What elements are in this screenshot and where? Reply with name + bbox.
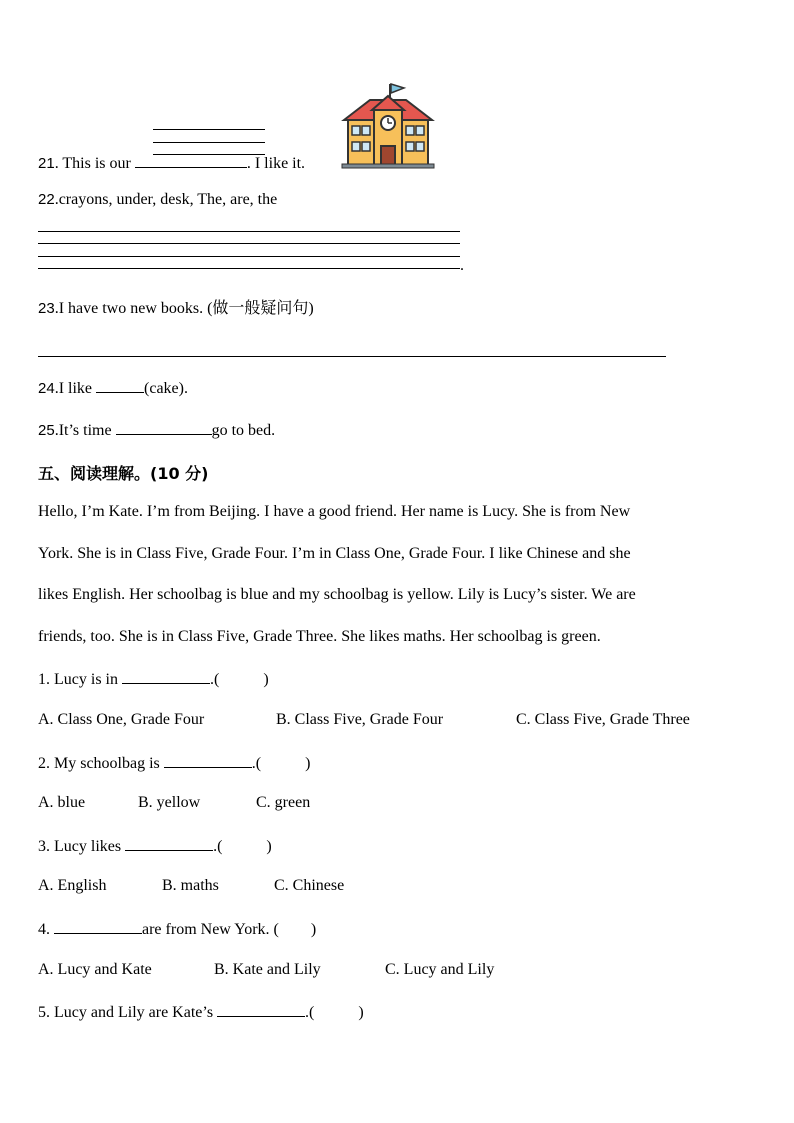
answer-blank[interactable]: [54, 919, 142, 934]
q2-option-b[interactable]: B. yellow: [138, 794, 201, 811]
q24-text-after: (cake).: [144, 380, 188, 397]
q1-option-c[interactable]: C. Class Five, Grade Three: [516, 711, 690, 728]
question-text-after: are from New York. (: [142, 921, 279, 938]
q21-blank[interactable]: [135, 153, 247, 168]
answer-blank[interactable]: [125, 836, 213, 851]
q25-blank[interactable]: [116, 420, 212, 435]
q4-option-a[interactable]: A. Lucy and Kate: [38, 961, 152, 978]
q1-option-b[interactable]: B. Class Five, Grade Four: [276, 711, 444, 728]
paren-close: ): [305, 755, 311, 772]
paren-close: ): [263, 671, 269, 688]
q25-text-before: .It’s time: [54, 422, 112, 439]
q2-option-a[interactable]: A. blue: [38, 794, 86, 811]
answer-blank[interactable]: [164, 753, 252, 768]
question-22: [38, 191, 277, 209]
passage-line-2: York. She is in Class Five, Grade Four. I’m in Class One, Grade Four. I like Chinese and she: [38, 545, 631, 562]
paren-close: ): [358, 1004, 364, 1021]
q23-answer-line[interactable]: [38, 356, 666, 357]
passage-line-3: likes English. Her schoolbag is blue and my schoolbag is yellow. Lily is Lucy’s sister. We are: [38, 586, 636, 603]
answer-blank[interactable]: [217, 1002, 305, 1017]
q21-text-after: . I like it.: [246, 155, 306, 172]
q22-text: .crayons, under, desk, The, are, the: [54, 191, 278, 208]
q23-text: .I have two new books. (做一般疑问句): [54, 300, 314, 317]
q22-end-mark: .: [460, 257, 464, 274]
q24-blank[interactable]: [96, 378, 144, 393]
question-text: 5. Lucy and Lily are Kate’s: [38, 1004, 214, 1021]
question-text: 4.: [38, 921, 50, 938]
paren-close: ): [266, 838, 272, 855]
question-text: 1. Lucy is in: [38, 671, 118, 688]
q22-answer-line-2[interactable]: [38, 243, 460, 244]
reading-question-2: [38, 753, 310, 773]
q25-text-after: go to bed.: [211, 422, 276, 439]
passage-line-1: Hello, I’m Kate. I’m from Beijing. I have a good friend. Her name is Lucy. She is from New: [38, 503, 631, 520]
paren-close: ): [310, 921, 317, 938]
reading-question-4: [38, 919, 316, 939]
q3-option-b[interactable]: B. maths: [162, 877, 219, 894]
q21-answer-line-2: [153, 142, 265, 143]
section-title: 五、阅读理解。(10 分): [38, 464, 209, 483]
reading-question-5: [38, 1002, 364, 1022]
question-text-after: .(: [305, 1004, 315, 1021]
q1-option-a[interactable]: A. Class One, Grade Four: [38, 711, 205, 728]
reading-question-1: [38, 669, 269, 689]
question-25: 25.It’s time go to bed.: [38, 422, 276, 439]
q22-answer-line-1[interactable]: [38, 231, 460, 232]
reading-question-3: [38, 836, 272, 856]
q4-option-b[interactable]: B. Kate and Lily: [214, 961, 321, 978]
question-text: 2. My schoolbag is: [38, 755, 160, 772]
question-text-after: .(: [213, 838, 223, 855]
question-21: [38, 153, 305, 173]
passage-line-4: friends, too. She is in Class Five, Grade Three. She likes maths. Her schoolbag is green.: [38, 628, 601, 645]
answer-blank[interactable]: [122, 669, 210, 684]
q3-option-c[interactable]: C. Chinese: [274, 877, 345, 894]
question-text-after: .(: [251, 755, 262, 772]
q21-answer-line-1: [153, 129, 265, 130]
question-24: 24.I like (cake).: [38, 380, 188, 397]
q22-answer-line-3[interactable]: [38, 256, 460, 257]
q4-option-c[interactable]: C. Lucy and Lily: [385, 961, 495, 978]
question-text: 3. Lucy likes: [38, 838, 122, 855]
question-number: 23: [38, 300, 55, 317]
question-number: 22: [38, 191, 55, 208]
q3-option-a[interactable]: A. English: [38, 877, 107, 894]
school-building-icon: [340, 80, 436, 170]
q24-text-before: .I like: [54, 380, 93, 397]
question-text-after: .(: [210, 671, 220, 688]
q2-option-c[interactable]: C. green: [256, 794, 311, 811]
question-number: 21: [38, 155, 55, 172]
q22-answer-line-4[interactable]: [38, 268, 460, 269]
question-23: [38, 295, 314, 318]
q21-text-before: . This is our: [54, 155, 131, 172]
